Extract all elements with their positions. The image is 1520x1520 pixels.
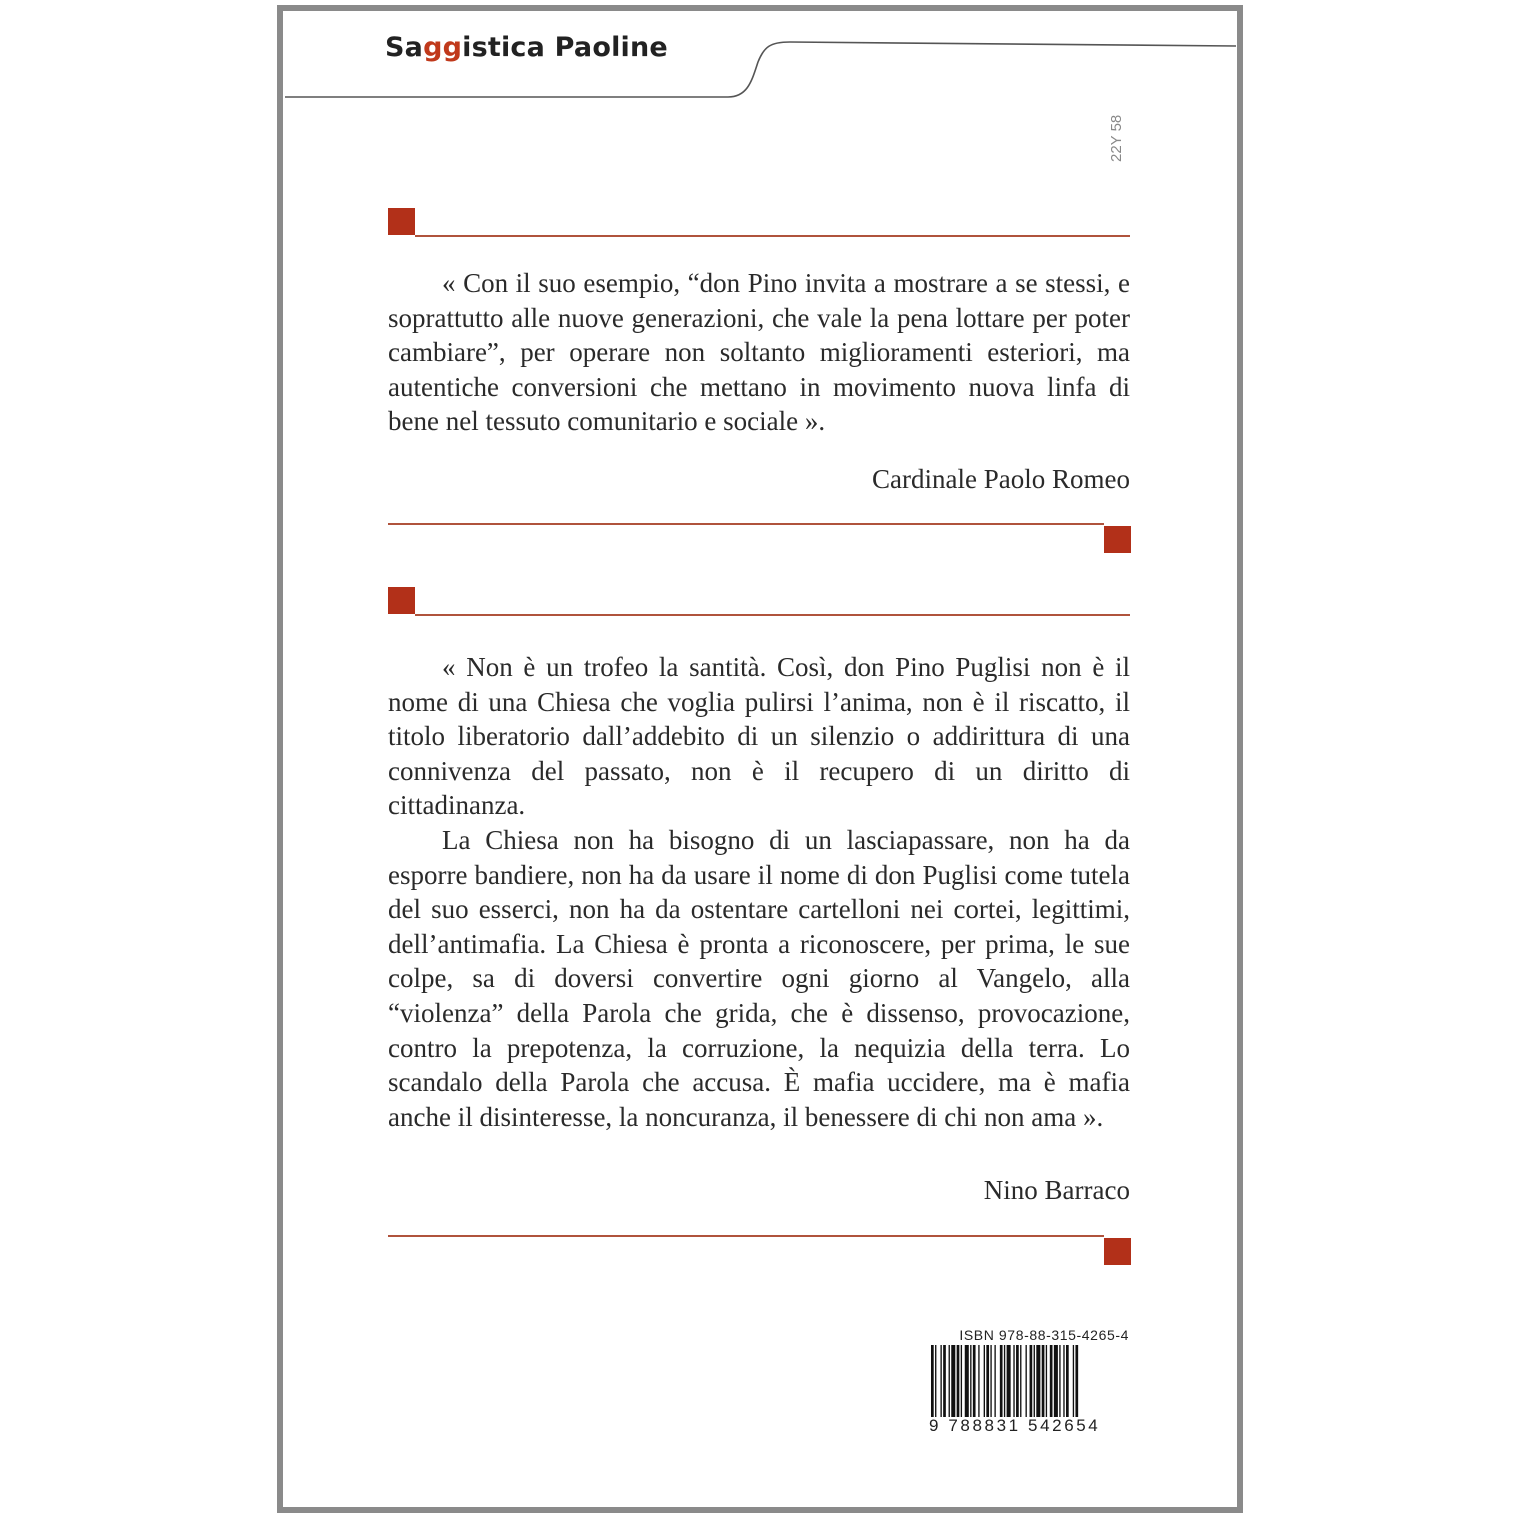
barcode-bar (1073, 1345, 1074, 1417)
barcode-bar (1034, 1345, 1035, 1417)
ean-number: 9 788831 542654 (929, 1416, 1101, 1435)
barcode-bar (978, 1345, 979, 1417)
quote-text: « Con il suo esempio, “don Pino invita a mostrare a se stessi, e soprattutto alle nuove generazioni, che vale la pena lottare per poter cambiare”, per operare non soltanto miglioramenti esteriori, ma autentiche conversioni che mettano in movimento nuova linfa di bene nel tessuto comunitario e sociale ». (388, 268, 1130, 437)
ornament-rule (388, 523, 1104, 525)
barcode-bar (1054, 1345, 1058, 1417)
barcode-bar (949, 1345, 950, 1417)
quote-paragraph: La Chiesa non ha bisogno di un lasciapassare, non ha da esporre bandiere, non ha da usare il nome di don Puglisi come tutela del suo esserci, non ha da ostentare cartelloni nei cortei, legittimi, dell’antimafia. La Chiesa è pronta a riconoscere, per prima, le sue colpe, sa di doversi convertire ogni giorno al Vangelo, alla “violenza” della Parola che grida, che è dissenso, provocazione, contro la prepotenza, la corruzione, la nequizia della terra. Lo scandalo della Parola che accusa. È mafia uccidere, ma è mafia anche il disinteresse, la noncuranza, il benessere di chi non ama ». (388, 824, 1130, 1132)
barcode-bar (961, 1345, 962, 1417)
brand-header-curve (0, 0, 1520, 110)
quote-author: Nino Barraco (983, 1175, 1130, 1205)
barcode-icon (929, 1345, 1129, 1417)
barcode-bar (1036, 1345, 1040, 1417)
side-code: 22Y 58 (1108, 114, 1125, 162)
ornament-square (388, 587, 415, 614)
barcode-bar (1066, 1345, 1069, 1417)
barcode-bar (990, 1345, 991, 1417)
publisher-logo (385, 32, 668, 63)
quote-barraco (388, 650, 1130, 1134)
quote-author: Cardinale Paolo Romeo (872, 464, 1130, 494)
barcode-bar (970, 1345, 971, 1417)
barcode-bar (935, 1345, 936, 1417)
ornament-rule (415, 235, 1130, 237)
barcode-bar (986, 1345, 989, 1417)
barcode-bar (984, 1345, 985, 1417)
isbn-label: ISBN 978-88-315-4265-4 (959, 1327, 1129, 1343)
barcode-bar (1042, 1345, 1045, 1417)
barcode-bar (1046, 1345, 1047, 1417)
barcode-bar (1007, 1345, 1011, 1417)
barcode-bar (931, 1345, 934, 1417)
quote-cardinale (388, 266, 1130, 439)
ornament-rule (415, 614, 1130, 616)
barcode-bar (951, 1345, 955, 1417)
brand-highlight: gg (423, 32, 463, 63)
barcode-bar (1030, 1345, 1033, 1417)
barcode-bar (994, 1345, 995, 1417)
ornament-square (1104, 1238, 1131, 1265)
barcode-bar (1000, 1345, 1003, 1417)
barcode-bar (1059, 1345, 1060, 1417)
barcode-bar (1026, 1345, 1027, 1417)
barcode-bar (1075, 1345, 1078, 1417)
barcode-bar (965, 1345, 969, 1417)
barcode-bar (943, 1345, 946, 1417)
barcode-bar (973, 1345, 976, 1417)
barcode-bar (1004, 1345, 1005, 1417)
barcode-bar (940, 1345, 941, 1417)
ornament-square (1104, 526, 1131, 553)
barcode-bar (1063, 1345, 1064, 1417)
ornament-rule (388, 1235, 1104, 1237)
barcode-bar (1016, 1345, 1019, 1417)
barcode-bar (1020, 1345, 1021, 1417)
brand-suffix: istica Paoline (462, 32, 668, 63)
quote-paragraph: « Non è un trofeo la santità. Così, don Pino Puglisi non è il nome di una Chiesa che voglia pulirsi l’anima, non è il riscatto, il titolo liberatorio dall’addebito di un silenzio o addirittura di una connivenza del passato, non è il recupero di un diritto di cittadinanza. (388, 652, 1130, 821)
brand-prefix: Sa (385, 32, 424, 63)
ornament-square (388, 208, 415, 235)
barcode-bar (1050, 1345, 1053, 1417)
barcode-bar (1013, 1345, 1014, 1417)
barcode-bar (957, 1345, 960, 1417)
